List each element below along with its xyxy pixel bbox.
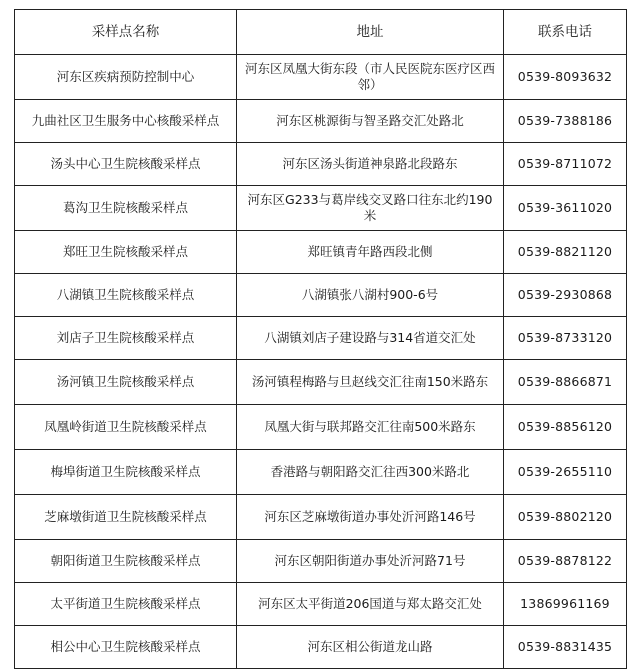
site-address: 汤河镇程梅路与旦赵线交汇往南150米路东 — [237, 360, 504, 405]
table-row — [15, 540, 627, 583]
table-row — [15, 231, 627, 274]
table-row — [15, 626, 627, 669]
site-name: 汤河镇卫生院核酸采样点 — [15, 360, 237, 405]
header-row — [15, 10, 627, 55]
site-name: 刘店子卫生院核酸采样点 — [15, 317, 237, 360]
table-row — [15, 55, 627, 100]
table-row — [15, 495, 627, 540]
site-phone: 0539-7388186 — [504, 100, 627, 143]
site-phone: 13869961169 — [504, 583, 627, 626]
site-name: 相公中心卫生院核酸采样点 — [15, 626, 237, 669]
site-phone: 0539-8821120 — [504, 231, 627, 274]
site-address: 河东区芝麻墩街道办事处沂河路146号 — [237, 495, 504, 540]
site-name: 太平街道卫生院核酸采样点 — [15, 583, 237, 626]
table-row — [15, 274, 627, 317]
site-name: 朝阳街道卫生院核酸采样点 — [15, 540, 237, 583]
table-row — [15, 186, 627, 231]
site-phone: 0539-8802120 — [504, 495, 627, 540]
site-name: 郑旺卫生院核酸采样点 — [15, 231, 237, 274]
sampling-sites-table — [14, 9, 627, 669]
site-phone: 0539-2655110 — [504, 450, 627, 495]
header-name: 采样点名称 — [15, 10, 237, 55]
site-phone: 0539-8866871 — [504, 360, 627, 405]
site-address: 河东区相公街道龙山路 — [237, 626, 504, 669]
table-row — [15, 583, 627, 626]
header-phone: 联系电话 — [504, 10, 627, 55]
site-name: 葛沟卫生院核酸采样点 — [15, 186, 237, 231]
site-address: 香港路与朝阳路交汇往西300米路北 — [237, 450, 504, 495]
site-address: 河东区朝阳街道办事处沂河路71号 — [237, 540, 504, 583]
site-address: 河东区凤凰大街东段（市人民医院东医疗区西邻） — [237, 55, 504, 100]
site-address: 河东区太平街道206国道与郑太路交汇处 — [237, 583, 504, 626]
header-address: 地址 — [237, 10, 504, 55]
site-name: 凤凰岭街道卫生院核酸采样点 — [15, 405, 237, 450]
site-name: 八湖镇卫生院核酸采样点 — [15, 274, 237, 317]
site-phone: 0539-3611020 — [504, 186, 627, 231]
site-name: 芝麻墩街道卫生院核酸采样点 — [15, 495, 237, 540]
site-phone: 0539-8856120 — [504, 405, 627, 450]
site-address: 河东区汤头街道神泉路北段路东 — [237, 143, 504, 186]
site-phone: 0539-8831435 — [504, 626, 627, 669]
site-name: 九曲社区卫生服务中心核酸采样点 — [15, 100, 237, 143]
site-address: 河东区桃源街与智圣路交汇处路北 — [237, 100, 504, 143]
site-phone: 0539-8711072 — [504, 143, 627, 186]
site-address: 八湖镇张八湖村900-6号 — [237, 274, 504, 317]
site-phone: 0539-8733120 — [504, 317, 627, 360]
site-address: 凤凰大街与联邦路交汇往南500米路东 — [237, 405, 504, 450]
site-name: 梅埠街道卫生院核酸采样点 — [15, 450, 237, 495]
site-phone: 0539-8878122 — [504, 540, 627, 583]
site-address: 八湖镇刘店子建设路与314省道交汇处 — [237, 317, 504, 360]
site-address: 郑旺镇青年路西段北侧 — [237, 231, 504, 274]
table-row — [15, 360, 627, 405]
site-phone: 0539-2930868 — [504, 274, 627, 317]
table-row — [15, 100, 627, 143]
site-name: 河东区疾病预防控制中心 — [15, 55, 237, 100]
table-row — [15, 143, 627, 186]
table-row — [15, 317, 627, 360]
table-row — [15, 450, 627, 495]
site-address: 河东区G233与葛岸线交叉路口往东北约190米 — [237, 186, 504, 231]
site-phone: 0539-8093632 — [504, 55, 627, 100]
table-row — [15, 405, 627, 450]
site-name: 汤头中心卫生院核酸采样点 — [15, 143, 237, 186]
